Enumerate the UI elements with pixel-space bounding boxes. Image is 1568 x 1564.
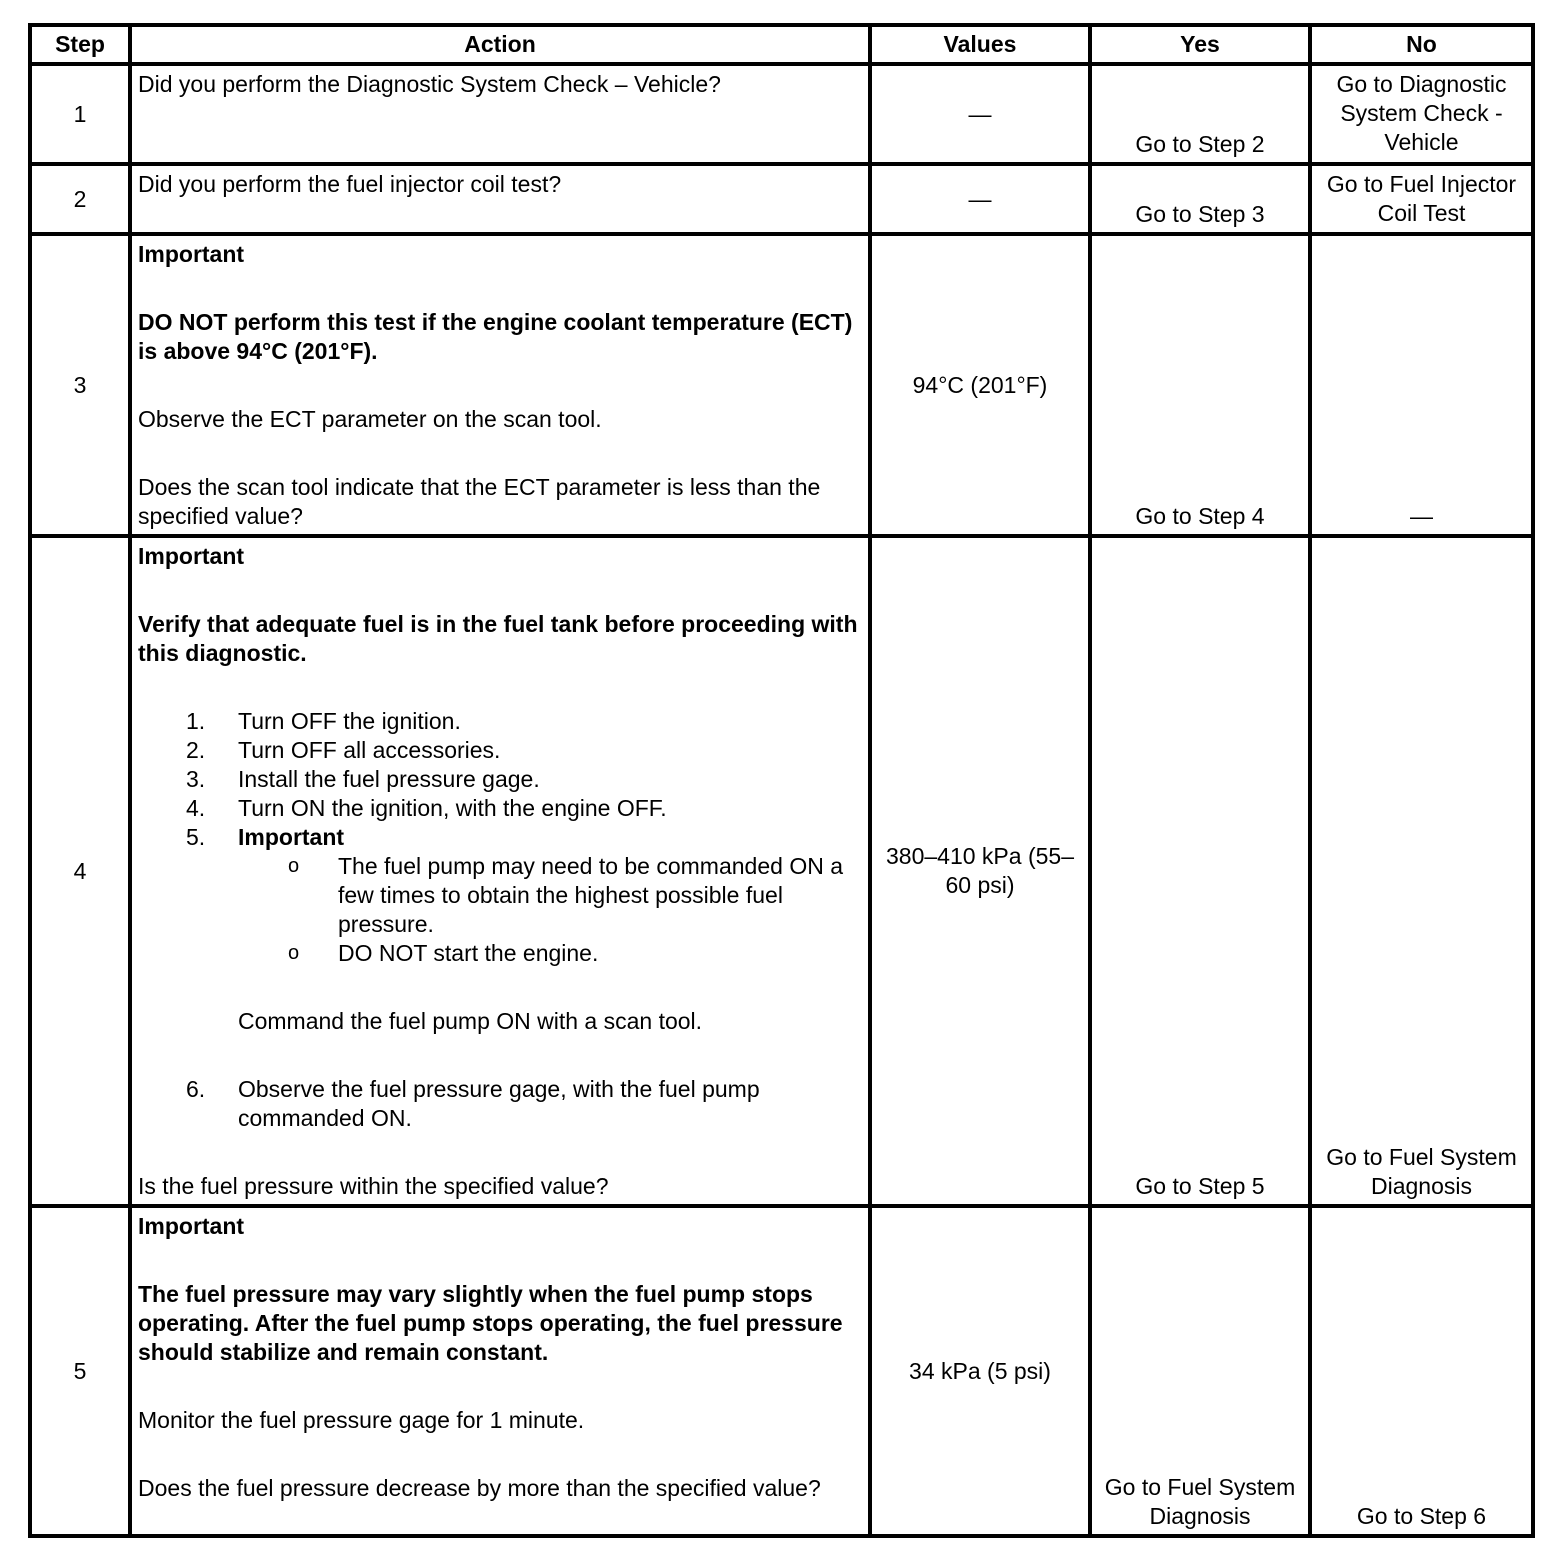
action-cell	[130, 234, 870, 536]
question-text: Does the fuel pressure decrease by more than the specified value?	[138, 1475, 821, 1501]
substep-text: Install the fuel pressure gage.	[238, 766, 540, 792]
question-text: Is the fuel pressure within the specified value?	[138, 1173, 609, 1199]
list-item	[238, 852, 864, 939]
substep-text: Turn OFF the ignition.	[238, 708, 461, 734]
diagnostic-table	[28, 23, 1535, 1538]
yes-line: Diagnosis	[1149, 1503, 1251, 1529]
action-cell	[130, 1206, 870, 1536]
no-cell	[1310, 64, 1533, 164]
no-line: Coil Test	[1377, 200, 1466, 226]
important-label: Important	[138, 543, 245, 569]
table-row	[30, 536, 1533, 1206]
substep-number: 5.	[186, 824, 206, 850]
action-text: Did you perform the Diagnostic System Check – Vehicle?	[138, 71, 721, 97]
substep-number: 4.	[186, 795, 206, 821]
values-line: 380–410 kPa (55–	[886, 843, 1074, 869]
no-cell: —	[1310, 234, 1533, 536]
step-number: 4	[30, 536, 130, 1206]
no-cell	[1310, 536, 1533, 1206]
step-number: 5	[30, 1206, 130, 1536]
header-row	[30, 25, 1533, 64]
no-line: Go to Fuel System	[1326, 1144, 1517, 1170]
action-cell	[130, 64, 870, 164]
header-step: Step	[30, 25, 130, 64]
no-line: Vehicle	[1384, 129, 1459, 155]
substep-text: Turn OFF all accessories.	[238, 737, 501, 763]
no-cell: Go to Step 6	[1310, 1206, 1533, 1536]
yes-cell	[1090, 1206, 1310, 1536]
bullet-icon: o	[288, 942, 300, 964]
warning-text: Verify that adequate fuel is in the fuel tank before proceeding with this diagnostic.	[138, 611, 858, 666]
bullet-list	[238, 852, 864, 968]
values-cell	[870, 536, 1090, 1206]
substep-text: Turn ON the ignition, with the engine OFF.	[238, 795, 667, 821]
header-values: Values	[870, 25, 1090, 64]
instruction-text: Observe the ECT parameter on the scan tool.	[138, 406, 602, 432]
yes-cell: Go to Step 5	[1090, 536, 1310, 1206]
no-line: Go to Fuel Injector	[1326, 171, 1517, 197]
yes-cell: Go to Step 4	[1090, 234, 1310, 536]
action-text: Did you perform the fuel injector coil test?	[138, 171, 562, 197]
list-item	[138, 707, 864, 736]
no-line: Diagnosis	[1371, 1173, 1472, 1199]
values-cell: —	[870, 64, 1090, 164]
table-row	[30, 64, 1533, 164]
header-no: No	[1310, 25, 1533, 64]
important-label: Important	[138, 1213, 245, 1239]
list-item	[138, 1075, 864, 1133]
substep-list	[138, 707, 864, 1133]
question-text: Does the scan tool indicate that the ECT parameter is less than the specified value?	[138, 474, 821, 529]
warning-text: The fuel pressure may vary slightly when the fuel pump stops operating. After the fuel pump stops operating, the fuel pressure should stabilize and remain constant.	[138, 1281, 843, 1365]
header-yes: Yes	[1090, 25, 1310, 64]
yes-cell: Go to Step 3	[1090, 164, 1310, 234]
table-row	[30, 234, 1533, 536]
list-item	[138, 823, 864, 1075]
values-cell: 34 kPa (5 psi)	[870, 1206, 1090, 1536]
step-number: 3	[30, 234, 130, 536]
substep-number: 1.	[186, 708, 206, 734]
bullet-text: DO NOT start the engine.	[338, 940, 599, 966]
header-action: Action	[130, 25, 870, 64]
bullet-text: The fuel pump may need to be commanded ON a few times to obtain the highest possible fuel pressure.	[338, 853, 844, 937]
values-cell: 94°C (201°F)	[870, 234, 1090, 536]
list-item	[138, 736, 864, 765]
yes-line: Go to Fuel System	[1104, 1474, 1296, 1500]
table-row	[30, 1206, 1533, 1536]
action-cell	[130, 164, 870, 234]
important-label: Important	[138, 241, 245, 267]
warning-text: DO NOT perform this test if the engine coolant temperature (ECT) is above 94°C (201°F).	[138, 309, 853, 364]
step-number: 2	[30, 164, 130, 234]
no-cell	[1310, 164, 1533, 234]
values-line: 60 psi)	[945, 872, 1015, 898]
yes-cell: Go to Step 2	[1090, 64, 1310, 164]
list-item	[138, 765, 864, 794]
command-text: Command the fuel pump ON with a scan tool.	[238, 1008, 703, 1034]
list-item	[138, 794, 864, 823]
instruction-text: Monitor the fuel pressure gage for 1 minute.	[138, 1407, 585, 1433]
substep-number: 2.	[186, 737, 206, 763]
no-line: Go to Diagnostic	[1336, 71, 1507, 97]
values-cell: —	[870, 164, 1090, 234]
no-line: System Check -	[1340, 100, 1503, 126]
substep-number: 3.	[186, 766, 206, 792]
action-cell	[130, 536, 870, 1206]
table-row	[30, 164, 1533, 234]
bullet-icon: o	[288, 855, 300, 877]
step-number: 1	[30, 64, 130, 164]
list-item	[238, 939, 864, 968]
substep-text: Observe the fuel pressure gage, with the fuel pump commanded ON.	[238, 1076, 760, 1131]
substep-text: Important	[238, 824, 345, 850]
substep-number: 6.	[186, 1076, 206, 1102]
